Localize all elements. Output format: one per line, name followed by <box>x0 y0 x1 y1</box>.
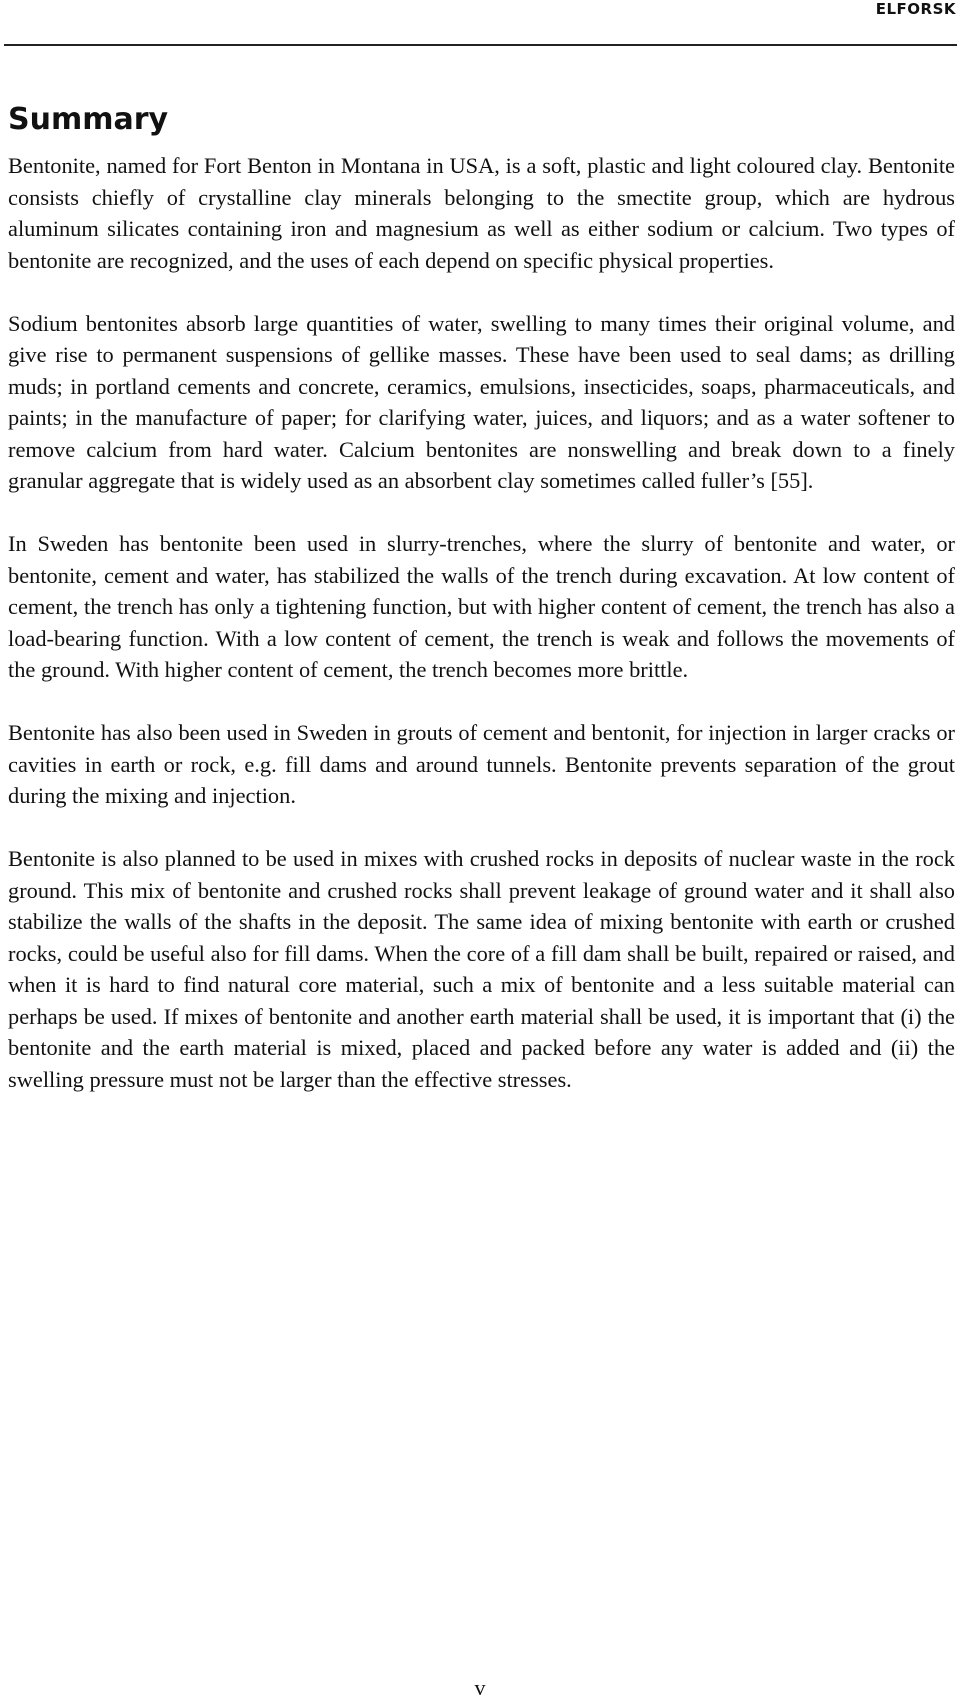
page-number: v <box>474 1675 486 1700</box>
paragraph-nuclear-waste-mixes: Bentonite is also planned to be used in mixes with crushed rocks in deposits of nuclear waste in the rock ground. This mix of bentonite and crushed rocks shall prevent leakage of ground water and it shall also stabilize the walls of the shafts in the deposit. The same idea of mixing bentonite with earth or crushed rocks, could be useful also for fill dams. When the core of a fill dam shall be built, repaired or raised, and when it is hard to find natural core material, such a mix of bentonite and a less suitable material can perhaps be used. If mixes of bentonite and another earth material shall be used, it is important that (i) the bentonite and the earth material is mixed, placed and packed before any water is added and (ii) the swelling pressure must not be larger than the effective stresses. <box>8 846 955 1092</box>
page-title: Summary <box>8 102 169 137</box>
elforsk-logo: ELFORSK <box>875 0 956 18</box>
paragraph-slurry-trenches: In Sweden has bentonite been used in slurry-trenches, where the slurry of bentonite and water, or bentonite, cement and water, has stabilized the walls of the trench during excavation. At low content of cement, the trench has only a tightening function, but with higher content of cement, the trench has also a load-bearing function. With a low content of cement, the trench is weak and follows the movements of the ground. With higher content of cement, the trench becomes more brittle. <box>8 531 955 682</box>
paragraph-bentonite-intro: Bentonite, named for Fort Benton in Montana in USA, is a soft, plastic and light coloured clay. Bentonite consists chiefly of crystalline clay minerals belonging to the smectite group, which are hydrous aluminum silicates containing iron and magnesium as well as either sodium or calcium. Two types of bentonite are recognized, and the uses of each depend on specific physical properties. <box>8 153 955 273</box>
paragraph-sodium-calcium-bentonites: Sodium bentonites absorb large quantities of water, swelling to many times their original volume, and give rise to permanent suspensions of gellike masses. These have been used to seal dams; as drilling muds; in portland cements and concrete, ceramics, emulsions, insecticides, soaps, pharmaceuticals, and paints; in the manufacture of paper; for clarifying water, juices, and liquors; and as a water softener to remove calcium from hard water. Calcium bentonites are nonswelling and break down to a finely granular aggregate that is widely used as an absorbent clay sometimes called fuller’s [55]. <box>8 310 955 493</box>
paragraph-grouts: Bentonite has also been used in Sweden in grouts of cement and bentonit, for injection in larger cracks or cavities in earth or rock, e.g. fill dams and around tunnels. Bentonite prevents separation of the grout during the mixing and injection. <box>8 720 955 808</box>
summary-section <box>8 100 955 1127</box>
header-divider <box>4 44 957 46</box>
